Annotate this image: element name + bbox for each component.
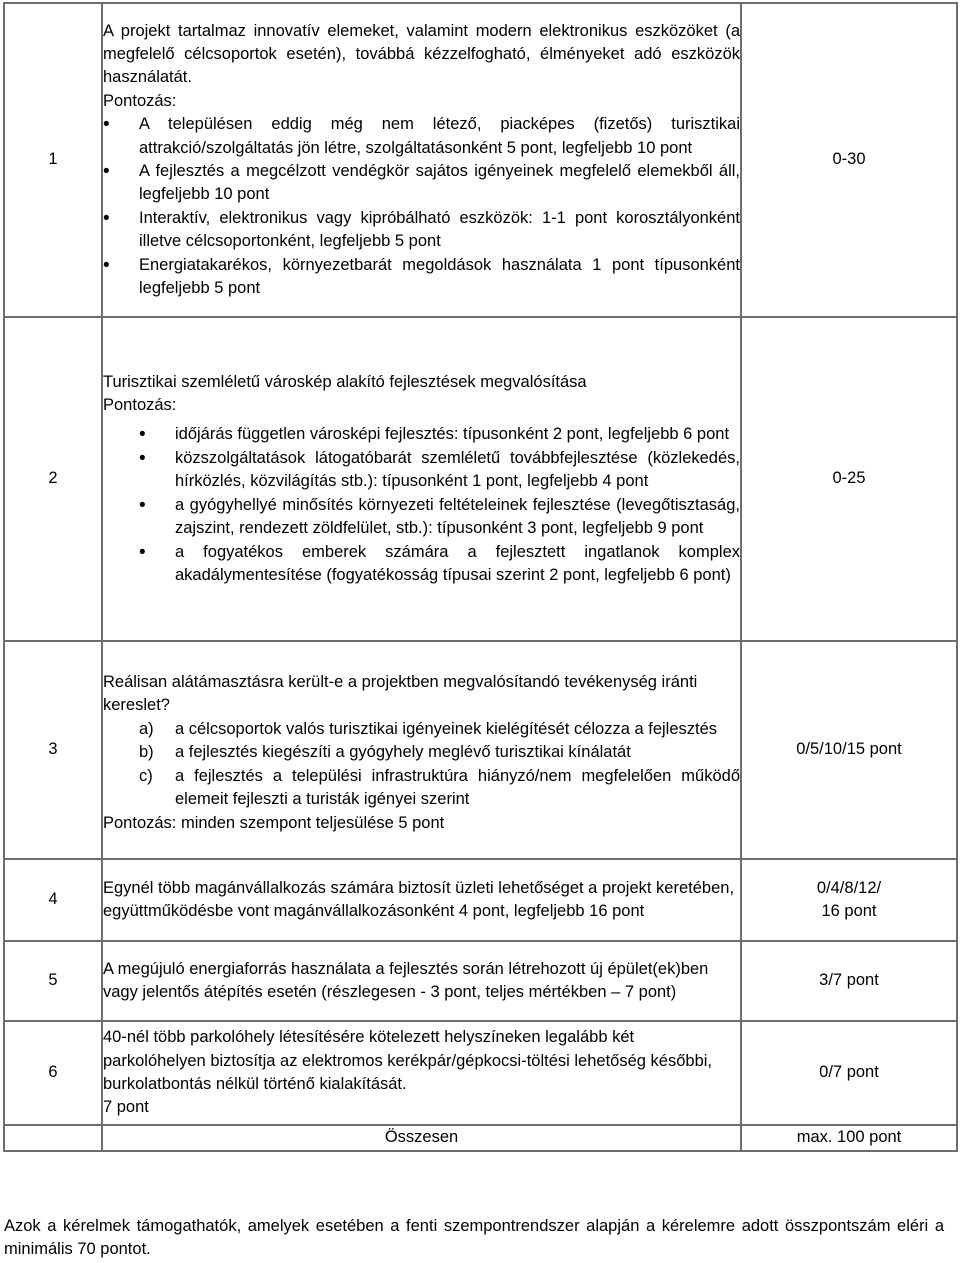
total-label: Összesen [102,1125,741,1151]
item-marker: a) [139,719,154,738]
list-item [139,741,740,764]
score-line: 0/4/8/12/ [816,878,882,897]
table-row [4,859,957,941]
criterion-cell [102,641,741,859]
list-item: • Interaktív, elektronikus vagy kipróbálható eszközök: 1-1 pont korosztályonként illetve célcsoportonként, legfeljebb 5 pont [139,207,740,254]
criterion-cell [102,3,741,317]
table-row [4,941,957,1021]
score-line: 16 pont [821,902,877,920]
list-item [139,718,740,741]
criterion-text: A megújuló energiaforrás használata a fejlesztés során létrehozott új épület(ek)ben vagy jelentős átépítés esetén (részlegesen - 3 pont, teljes mértékben – 7 pont) [103,959,709,1001]
score-cell [741,859,957,941]
scoring-table [3,2,958,1152]
bullet-list [103,113,740,300]
item-marker: c) [139,766,153,785]
criterion-intro: Reálisan alátámasztásra került-e a projektben megvalósítandó tevékenység iránti kereslet? [103,673,698,715]
criterion-text: 40-nél több parkolóhely létesítésére kötelezett helyszíneken legalább két parkolóhelyen biztosítja az elektromos kerékpár/gépkocsi-töltési lehetőség későbbi, burkolatbontás nélkül történő kialakítását. [103,1028,712,1093]
criterion-cell [102,941,741,1021]
criterion-intro: A projekt tartalmaz innovatív elemeket, valamint modern elektronikus eszközöket (a megfelelő célcsoportok esetén), továbbá kézzelfogható, élményeket adó eszközök használatát. [103,21,740,87]
item-marker: b) [139,743,154,762]
criterion-cell [102,317,741,641]
score-cell: 3/7 pont [741,941,957,1021]
score-cell: 0-25 [741,317,957,641]
criterion-cell [102,859,741,941]
item-text: a fejlesztés a települési infrastruktúra hiányzó/nem megfelelően működő elemeit fejleszti a turisták igényei szerint [175,766,740,809]
table-row [4,641,957,859]
list-item: • időjárás független városképi fejlesztés: típusonként 2 pont, legfeljebb 6 pont [175,423,740,446]
item-text: a célcsoportok valós turisztikai igényeinek kielégítését célozza a fejlesztés [175,719,718,738]
list-item: • A településen eddig még nem létező, piacképes (fizetős) turisztikai attrakció/szolgáltatás jön létre, szolgáltatásonként 5 pont, legfeljebb 10 pont [139,113,740,160]
row-number: 5 [4,941,102,1021]
list-item: • Energiatakarékos, környezetbarát megoldások használata 1 pont típusonként legfeljebb 5 pont [139,254,740,301]
list-item: • a fogyatékos emberek számára a fejlesztett ingatlanok komplex akadálymentesítése (fogyatékosság típusai szerint 2 pont, legfeljebb 6 pont) [175,541,740,588]
list-item [139,765,740,812]
footnote: Azok a kérelmek támogathatók, amelyek esetében a fenti szempontrendszer alapján a kérelemre adott összpontszám eléri a minimális 70 pontot. [4,1217,944,1258]
row-number [4,1125,102,1151]
score-cell: 0-30 [741,3,957,317]
row-number: 3 [4,641,102,859]
score-cell: 0/5/10/15 pont [741,641,957,859]
list-item: • a gyógyhellyé minősítés környezeti feltételeinek fejlesztése (levegőtisztaság, zajszint, rendezett zöldfelület, stb.): típusonként 3 pont, legfeljebb 9 pont [175,494,740,541]
list-item: • A fejlesztés a megcélzott vendégkör sajátos igényeinek megfelelő elemekből áll, legfeljebb 10 pont [139,160,740,207]
score-cell: 0/7 pont [741,1021,957,1125]
criterion-extra: 7 pont [103,1098,149,1117]
table-row [4,3,957,317]
option-list [103,718,740,812]
row-number: 6 [4,1021,102,1125]
criterion-text: Egynél több magánvállalkozás számára biztosít üzleti lehetőséget a projekt keretében, együttműködésbe vont magánvállalkozásonként 4 pont, legfeljebb 16 pont [103,878,735,920]
scoring-note: Pontozás: minden szempont teljesülése 5 pont [103,813,445,832]
bullet-list [103,423,740,587]
criterion-cell [102,1021,741,1125]
criterion-intro: Turisztikai szemléletű városkép alakító fejlesztések megvalósítása [103,372,587,391]
row-number: 1 [4,3,102,317]
table-row [4,1125,957,1151]
item-text: a fejlesztés kiegészíti a gyógyhely meglévő turisztikai kínálatát [175,743,631,762]
list-item: • közszolgáltatások látogatóbarát szemléletű továbbfejlesztése (közlekedés, hírközlés, közvilágítás stb.): típusonként 1 pont, legfeljebb 4 pont [175,447,740,494]
scoring-label: Pontozás: [103,91,177,110]
row-number: 4 [4,859,102,941]
row-number: 2 [4,317,102,641]
table-row [4,317,957,641]
scoring-label: Pontozás: [103,396,177,415]
total-score: max. 100 pont [741,1125,957,1151]
table-row [4,1021,957,1125]
